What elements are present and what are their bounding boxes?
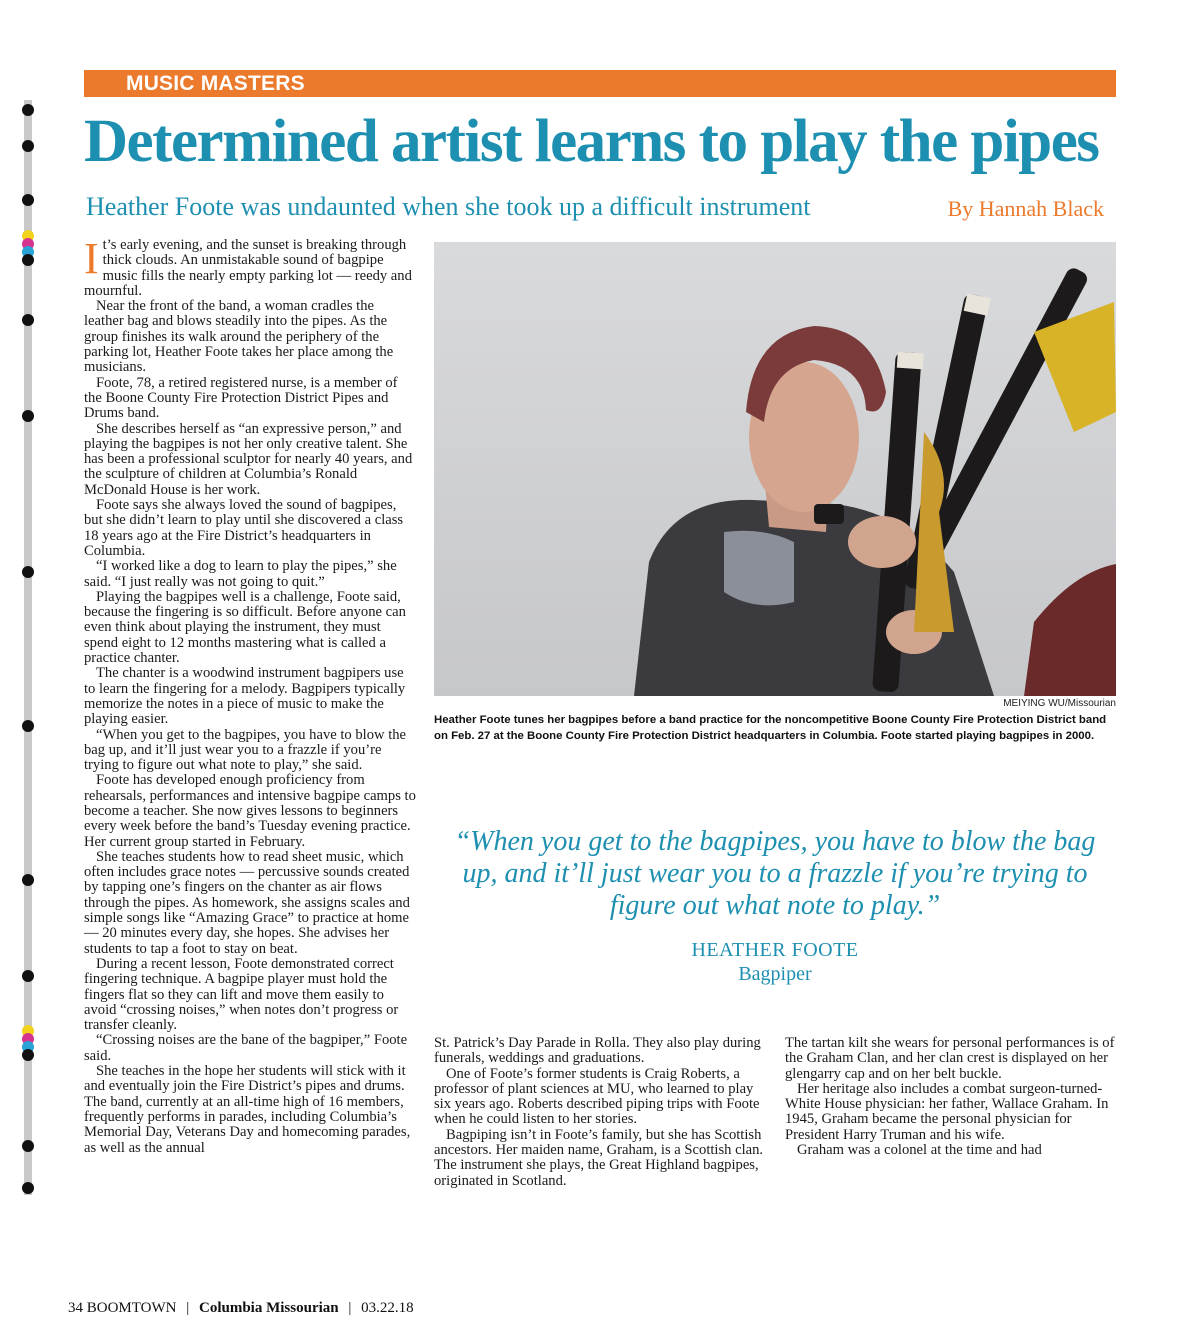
registration-dot	[22, 314, 34, 326]
registration-rail	[24, 100, 32, 1195]
footer-divider: |	[348, 1300, 352, 1316]
paragraph: Graham was a colonel at the time and had	[797, 1142, 1042, 1159]
paragraph: Foote says she always loved the sound of bagpipes, but she didn’t learn to play until she discovered a class 18 years ago at the Fire District’s headquarters in Columbia.	[84, 497, 404, 559]
paragraph: Her heritage also includes a combat surgeon-turned-White House physician: her father, Wallace Graham. In 1945, Graham became the personal physician for President Harry Truman and his wife.	[785, 1080, 1109, 1143]
section-kicker-bar	[84, 70, 1116, 97]
publication-name: BOOMTOWN	[86, 1300, 177, 1316]
registration-dot	[22, 1049, 34, 1061]
subhead: Heather Foote was undaunted when she took up a difficult instrument	[86, 192, 811, 221]
paragraph: During a recent lesson, Foote demonstrated correct fingering technique. A bagpipe player must hold the fingers flat so they can lift and move them easily to avoid “crossing noises,” when notes don’t progress or transfer cleanly.	[84, 955, 399, 1034]
paragraph: She describes herself as “an expressive person,” and playing the bagpipes is not her only creative talent. She has been a professional sculptor for nearly 40 years, and the sculpture of children at Columbia’s Ronald McDonald House is her work.	[84, 420, 413, 498]
registration-dot	[22, 194, 34, 206]
pull-quote	[450, 826, 1100, 986]
bagpiper-photo	[434, 242, 1116, 696]
paragraph: She teaches students how to read sheet music, which often includes grace notes — percussive sounds created by tapping one’s fingers on the chanter as air flows through the pipes. As homework, she assigns scales and simple songs like “Amazing Grace” to practice at home — 20 minutes every day, she hopes. She advises her students to tap a foot to stay on beat.	[84, 848, 410, 957]
registration-dot	[22, 140, 34, 152]
article-column-1	[84, 234, 416, 1156]
registration-dot	[22, 720, 34, 732]
paragraph: “When you get to the bagpipes, you have to blow the bag up, and it’ll just wear you to a frazzle if you’re trying to figure out what note to play,” she said.	[84, 726, 407, 774]
photo-credit: MEIYING WU/Missourian	[1003, 698, 1116, 709]
drop-cap: I	[84, 234, 99, 283]
paragraph: “Crossing noises are the bane of the bagpiper,” Foote said.	[84, 1032, 408, 1064]
registration-dot	[22, 410, 34, 422]
section-kicker: MUSIC MASTERS	[126, 72, 305, 95]
registration-dot	[22, 254, 34, 266]
registration-dot	[22, 566, 34, 578]
article-column-2	[434, 1036, 770, 1189]
paragraph: Foote, 78, a retired registered nurse, is a member of the Boone County Fire Protection District Pipes and Drums band.	[84, 374, 398, 422]
issue-date: 03.22.18	[361, 1300, 414, 1316]
paragraph: The chanter is a woodwind instrument bagpipers use to learn the fingering for a melody. Bagpipers typically memorize the notes in a piece of music to make the playing easier.	[84, 665, 406, 728]
registration-dot	[22, 1140, 34, 1152]
registration-dot	[22, 970, 34, 982]
pull-quote-attribution-role: Bagpiper	[738, 963, 812, 985]
lead-paragraph: It’s early evening, and the sunset is breaking through thick clouds. An unmistakable sound of bagpipe music fills the nearly empty parking lot — reedy and mournful.	[84, 234, 412, 299]
pull-quote-attribution-name: HEATHER FOOTE	[691, 939, 859, 961]
paragraph: “I worked like a dog to learn to play the pipes,” she said. “I just really was not going to quit.”	[84, 558, 397, 590]
footer-divider: |	[186, 1300, 190, 1316]
page-number: 34	[68, 1300, 83, 1316]
article-column-3	[785, 1036, 1117, 1158]
paragraph: Playing the bagpipes well is a challenge, Foote said, because the fingering is so difficult. Before anyone can even think about playing the instrument, they must spend eight to 12 months mastering what is called a practice chanter.	[84, 588, 406, 667]
newspaper-name: Columbia Missourian	[199, 1300, 339, 1316]
photo-caption: Heather Foote tunes her bagpipes before a band practice for the noncompetitive Boone County Fire Protection District band on Feb. 27 at the Boone County Fire Protection District headquarters in Columbia. Foote started playing bagpipes in 2000.	[434, 714, 1107, 742]
paragraph: She teaches in the hope her students will stick with it and eventually join the Fire District’s pipes and drums. The band, currently at an all-time high of 16 members, frequently performs in parades, including Columbia’s Memorial Day, Veterans Day and homecoming parades, as well as the annual	[84, 1063, 411, 1156]
paragraph: One of Foote’s former students is Craig Roberts, a professor of plant sciences at MU, who learned to play six years ago. Roberts described piping trips with Foote when he could listen to her stories.	[434, 1065, 760, 1128]
headline: Determined artist learns to play the pipes	[84, 108, 1099, 175]
pull-quote-text: “When you get to the bagpipes, you have to blow the bag up, and it’ll just wear you to a frazzle if you’re trying to figure out what note to play.”	[454, 826, 1096, 921]
registration-dot	[22, 104, 34, 116]
page-footer	[68, 1300, 414, 1317]
paragraph: St. Patrick’s Day Parade in Rolla. They also play during funerals, weddings and graduations.	[434, 1035, 761, 1067]
paragraph: Foote has developed enough proficiency from rehearsals, performances and intensive bagpipe camps to become a teacher. She now gives lessons to beginners every week before the band’s Tuesday evening practice. Her current group started in February.	[84, 772, 416, 850]
paragraph: The tartan kilt she wears for personal performances is of the Graham Clan, and her clan crest is displayed on her glengarry cap and on her belt buckle.	[785, 1035, 1115, 1082]
paragraph: Near the front of the band, a woman cradles the leather bag and blows steadily into the pipes. As the group finishes its walk around the periphery of the parking lot, Heather Foote takes her place among the musicians.	[84, 298, 394, 376]
byline: By Hannah Black	[947, 196, 1104, 221]
registration-dot	[22, 1182, 34, 1194]
paragraph: Bagpiping isn’t in Foote’s family, but she has Scottish ancestors. Her maiden name, Graham, is a Scottish clan. The instrument she plays, the Great Highland bagpipes, originated in Scotland.	[434, 1126, 764, 1189]
photo-illustration	[434, 242, 1116, 696]
registration-dot	[22, 874, 34, 886]
